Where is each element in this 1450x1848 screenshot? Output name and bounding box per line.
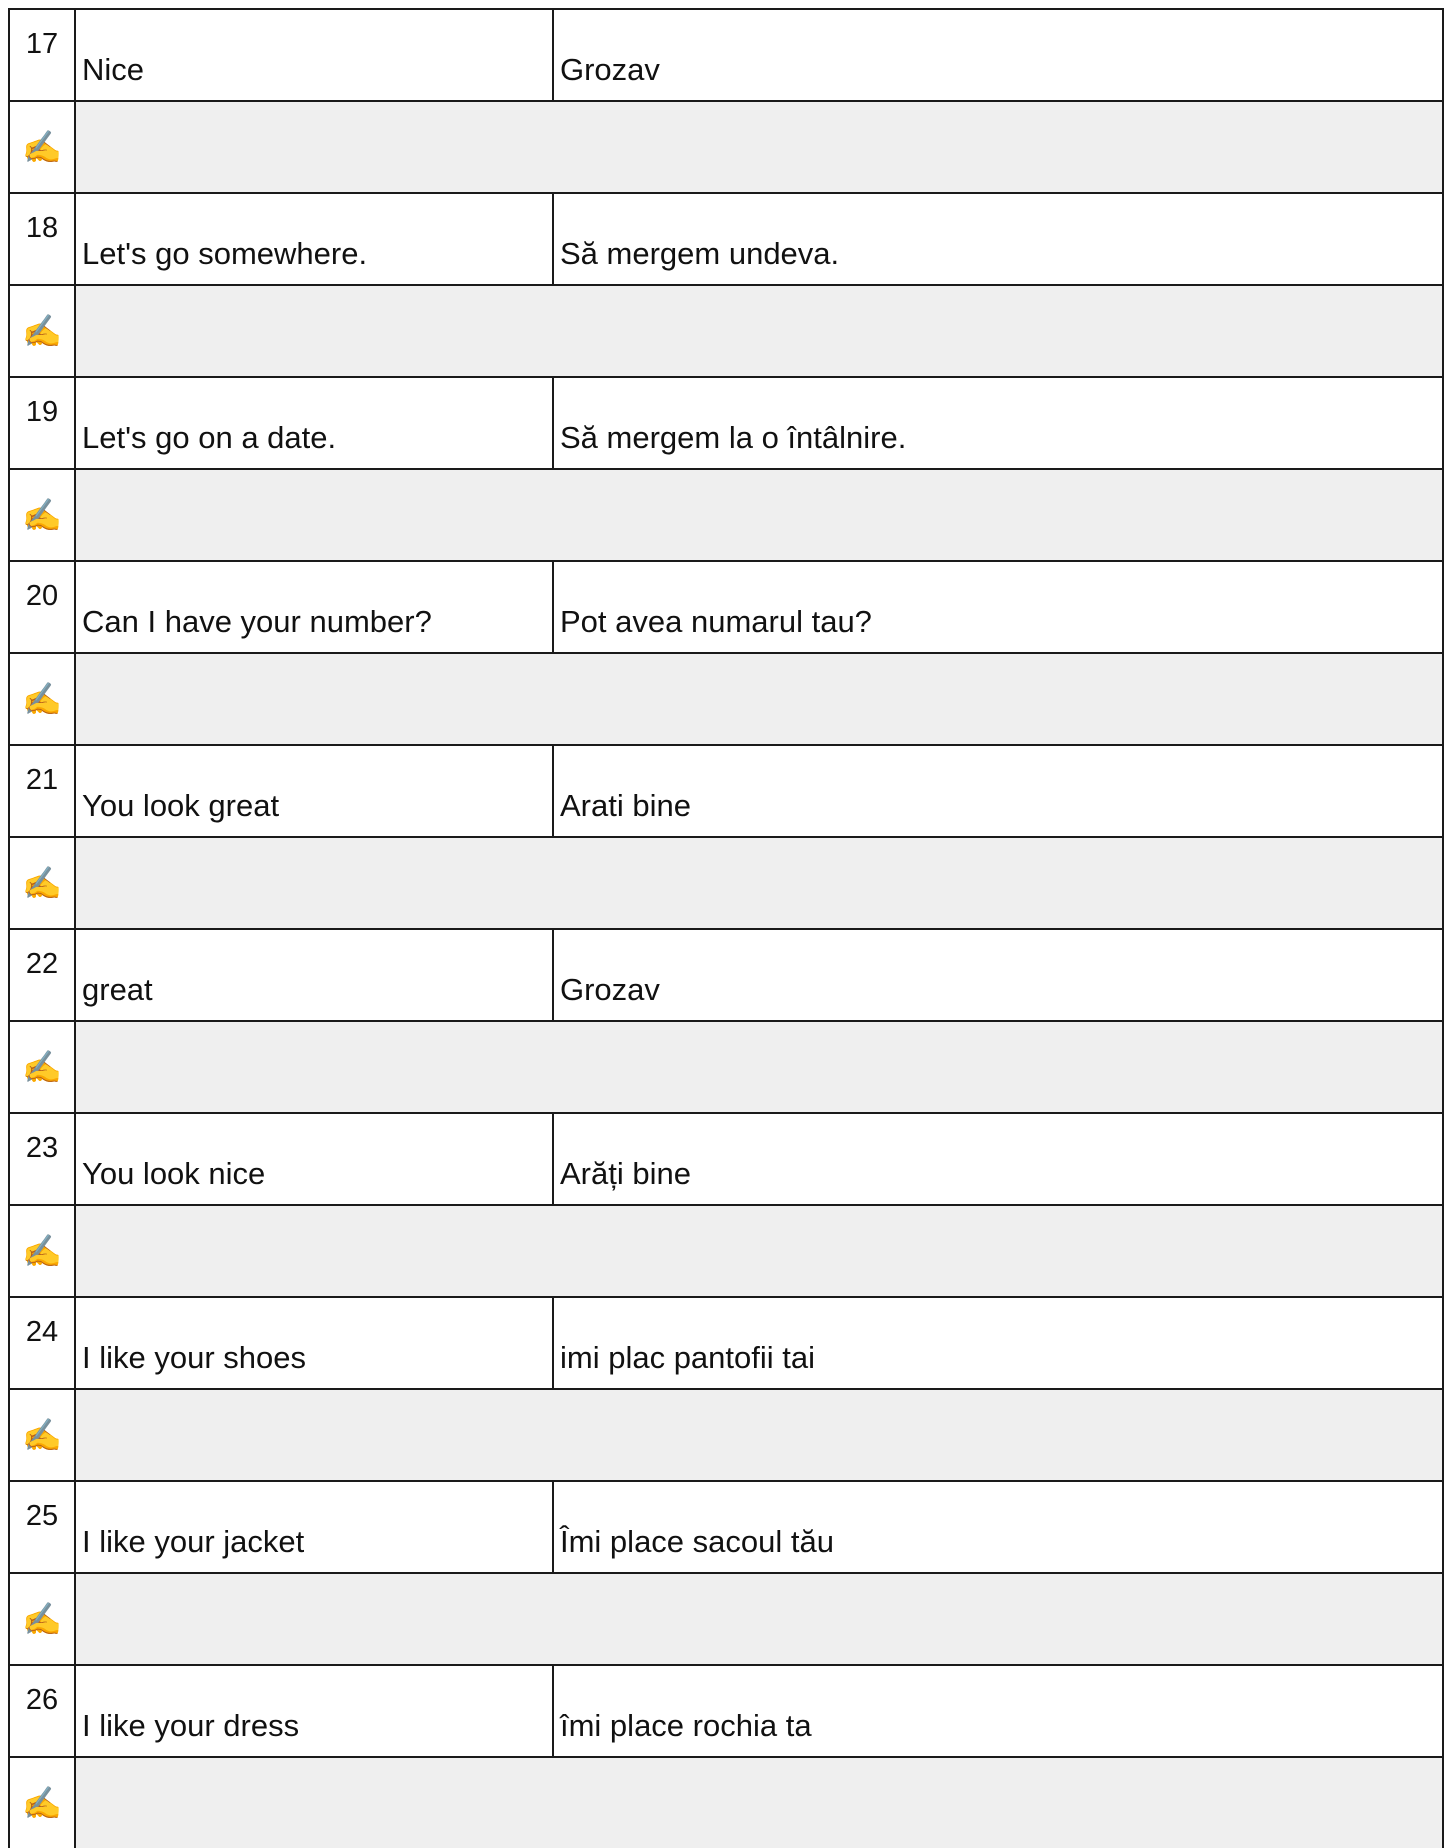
writing-hand-icon: ✍️ (22, 313, 62, 349)
practice-writing-area[interactable] (75, 469, 1443, 561)
english-phrase-cell[interactable] (75, 1665, 553, 1757)
writing-hand-icon: ✍️ (22, 129, 62, 165)
practice-icon-cell (9, 285, 75, 377)
practice-writing-area[interactable] (75, 1021, 1443, 1113)
vocab-row (9, 1297, 1443, 1389)
practice-writing-area[interactable] (75, 837, 1443, 929)
practice-writing-area[interactable] (75, 101, 1443, 193)
vocab-row (9, 1481, 1443, 1573)
practice-row (9, 469, 1443, 561)
row-number-cell (9, 1297, 75, 1389)
practice-icon-cell (9, 1021, 75, 1113)
vocabulary-table (8, 8, 1444, 1848)
practice-icon-cell (9, 837, 75, 929)
english-phrase: I like your shoes (82, 1340, 306, 1375)
practice-row (9, 285, 1443, 377)
practice-icon-cell (9, 1389, 75, 1481)
row-number: 24 (25, 1316, 59, 1348)
practice-writing-area[interactable] (75, 285, 1443, 377)
row-number: 21 (25, 764, 59, 796)
row-number: 23 (25, 1132, 59, 1164)
row-number-cell (9, 1481, 75, 1573)
row-number-cell (9, 9, 75, 101)
romanian-translation-cell[interactable] (553, 1113, 1443, 1205)
practice-writing-area[interactable] (75, 1573, 1443, 1665)
english-phrase-cell[interactable] (75, 1113, 553, 1205)
writing-hand-icon: ✍️ (22, 1233, 62, 1269)
practice-writing-area[interactable] (75, 1205, 1443, 1297)
vocab-row (9, 929, 1443, 1021)
practice-icon-cell (9, 1573, 75, 1665)
practice-row (9, 1205, 1443, 1297)
practice-icon-cell (9, 653, 75, 745)
romanian-translation: Îmi place sacoul tău (560, 1524, 834, 1559)
row-number: 22 (25, 948, 59, 980)
english-phrase: Let's go on a date. (82, 420, 337, 455)
vocab-row (9, 1665, 1443, 1757)
vocab-row (9, 1113, 1443, 1205)
row-number-cell (9, 561, 75, 653)
row-number: 26 (25, 1684, 59, 1716)
row-number-cell (9, 929, 75, 1021)
english-phrase: I like your jacket (82, 1524, 305, 1559)
english-phrase-cell[interactable] (75, 745, 553, 837)
romanian-translation: Să mergem la o întâlnire. (560, 420, 907, 455)
english-phrase: Can I have your number? (82, 604, 432, 639)
row-number: 19 (25, 396, 59, 428)
practice-row (9, 837, 1443, 929)
romanian-translation-cell[interactable] (553, 1665, 1443, 1757)
row-number: 18 (25, 212, 59, 244)
practice-icon-cell (9, 101, 75, 193)
english-phrase-cell[interactable] (75, 929, 553, 1021)
row-number-cell (9, 1113, 75, 1205)
vocab-row (9, 561, 1443, 653)
romanian-translation-cell[interactable] (553, 9, 1443, 101)
row-number-cell (9, 745, 75, 837)
english-phrase-cell[interactable] (75, 1481, 553, 1573)
romanian-translation-cell[interactable] (553, 377, 1443, 469)
romanian-translation: îmi place rochia ta (560, 1708, 812, 1743)
english-phrase-cell[interactable] (75, 377, 553, 469)
practice-row (9, 1389, 1443, 1481)
writing-hand-icon: ✍️ (22, 681, 62, 717)
row-number: 20 (25, 580, 59, 612)
romanian-translation: Să mergem undeva. (560, 236, 840, 271)
english-phrase-cell[interactable] (75, 1297, 553, 1389)
english-phrase: Nice (82, 52, 145, 87)
row-number-cell (9, 1665, 75, 1757)
writing-hand-icon: ✍️ (22, 1049, 62, 1085)
practice-writing-area[interactable] (75, 653, 1443, 745)
vocab-row (9, 377, 1443, 469)
practice-writing-area[interactable] (75, 1389, 1443, 1481)
romanian-translation: Arati bine (560, 788, 691, 823)
writing-hand-icon: ✍️ (22, 1785, 62, 1821)
romanian-translation: Grozav (560, 972, 660, 1007)
row-number-cell (9, 193, 75, 285)
romanian-translation: imi plac pantofii tai (560, 1340, 816, 1375)
practice-icon-cell (9, 1757, 75, 1848)
romanian-translation-cell[interactable] (553, 929, 1443, 1021)
english-phrase: Let's go somewhere. (82, 236, 368, 271)
english-phrase: You look nice (82, 1156, 266, 1191)
romanian-translation-cell[interactable] (553, 1297, 1443, 1389)
english-phrase-cell[interactable] (75, 193, 553, 285)
romanian-translation-cell[interactable] (553, 193, 1443, 285)
practice-row (9, 1573, 1443, 1665)
practice-row (9, 1757, 1443, 1848)
practice-writing-area[interactable] (75, 1757, 1443, 1848)
romanian-translation: Arăți bine (560, 1156, 691, 1191)
english-phrase: great (82, 972, 153, 1007)
romanian-translation: Grozav (560, 52, 660, 87)
writing-hand-icon: ✍️ (22, 497, 62, 533)
romanian-translation-cell[interactable] (553, 745, 1443, 837)
practice-row (9, 653, 1443, 745)
writing-hand-icon: ✍️ (22, 1417, 62, 1453)
practice-icon-cell (9, 1205, 75, 1297)
romanian-translation: Pot avea numarul tau? (560, 604, 872, 639)
row-number: 17 (25, 28, 59, 60)
writing-hand-icon: ✍️ (22, 865, 62, 901)
row-number: 25 (25, 1500, 59, 1532)
english-phrase-cell[interactable] (75, 561, 553, 653)
english-phrase-cell[interactable] (75, 9, 553, 101)
english-phrase: You look great (82, 788, 280, 823)
english-phrase: I like your dress (82, 1708, 300, 1743)
romanian-translation-cell[interactable] (553, 1481, 1443, 1573)
writing-hand-icon: ✍️ (22, 1601, 62, 1637)
romanian-translation-cell[interactable] (553, 561, 1443, 653)
vocab-row (9, 193, 1443, 285)
vocab-row (9, 9, 1443, 101)
practice-icon-cell (9, 469, 75, 561)
row-number-cell (9, 377, 75, 469)
practice-row (9, 101, 1443, 193)
vocab-row (9, 745, 1443, 837)
practice-row (9, 1021, 1443, 1113)
